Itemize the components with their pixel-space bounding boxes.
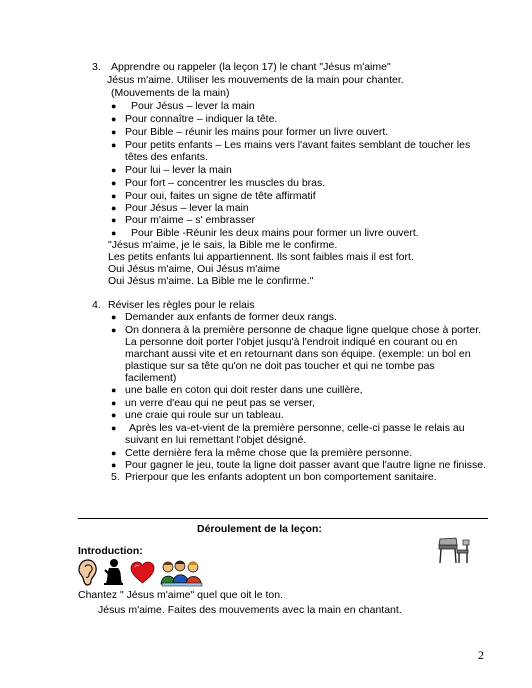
bullet-icon: ● — [111, 165, 117, 175]
step-3-bullet: Pour Jésus – lever la main — [125, 202, 249, 214]
children-group-icon — [160, 560, 204, 587]
step-4-bullet: On donnera à la première personne de chaque ligne quelque chose à porter. — [125, 324, 482, 336]
step-4-bullet: Demander aux enfants de former deux rangs. — [125, 311, 337, 323]
page-number: 2 — [478, 648, 484, 662]
step-3-bullet: Pour oui, faites un signe de tête affirmatif — [125, 190, 316, 202]
step-4-bullet-continuation: facilement) — [125, 372, 177, 384]
step-3-bullet-continuation: têtes des enfants. — [125, 151, 208, 163]
school-desk-icon — [436, 536, 472, 566]
praying-person-icon — [101, 558, 126, 586]
bullet-icon: ● — [111, 228, 117, 238]
song-line: Les petits enfants lui appartiennent. Ils sont faibles mais il est fort. — [108, 251, 414, 263]
chant-instruction-line1: Chantez " Jésus m'aime" quel que oit le ton. — [78, 589, 283, 601]
step-4-bullet-continuation: marchant aussi vite et en retournant dans son équipe. (exemple: un bol en — [125, 348, 471, 360]
step-3-bullet: Pour lui – lever la main — [125, 164, 232, 176]
bullet-icon: ● — [111, 423, 117, 433]
lesson-title: Déroulement de la leçon: — [197, 523, 322, 535]
bullet-icon: ● — [111, 325, 117, 335]
step-3-bullet: Pour Jésus – lever la main — [131, 100, 255, 112]
step-3-number: 3. — [92, 61, 101, 73]
step-3-line3: (Mouvements de la main) — [111, 87, 230, 99]
bullet-icon: ● — [111, 460, 117, 470]
step-3-bullet: Pour petits enfants – Les mains vers l'avant faites semblant de toucher les — [125, 139, 471, 151]
step-3-bullet: Pour Bible -Réunir les deux mains pour former un livre ouvert. — [131, 227, 419, 239]
song-line: Oui Jésus m'aime. La Bible me le confirme." — [108, 275, 314, 287]
bullet-icon: ● — [111, 448, 117, 458]
bullet-icon: ● — [111, 178, 117, 188]
step-4-bullet: une balle en coton qui doit rester dans une cuillère, — [125, 384, 363, 396]
step-4-heading: Réviser les règles pour le relais — [108, 299, 255, 311]
bullet-icon: ● — [111, 312, 117, 322]
bullet-icon: ● — [111, 140, 117, 150]
step-3-line2: Jésus m'aime. Utiliser les mouvements de la main pour chanter. — [107, 74, 404, 86]
chant-instruction-line2: Jésus m'aime. Faites des mouvements avec la main en chantant. — [98, 604, 402, 616]
step-3-heading: Apprendre ou rappeler (la leçon 17) le chant "Jésus m'aime" — [111, 61, 391, 73]
heart-icon — [130, 561, 155, 585]
step-4-bullet: Cette dernière fera la même chose que la première personne. — [125, 447, 413, 459]
ear-icon — [77, 559, 99, 586]
step-4-bullet: Pour gagner le jeu, toute la ligne doit passer avant que l'autre ligne ne finisse. — [125, 459, 486, 471]
step-4-bullet: Après les va-et-vient de la première personne, celle-ci passe le relais au — [129, 422, 465, 434]
bullet-icon: ● — [111, 410, 117, 420]
step-4-bullet-continuation: plastique sur sa tête qu'on ne doit pas toucher et qui ne tombe pas — [125, 360, 435, 372]
bullet-icon: ● — [111, 191, 117, 201]
step-5-text: Prierpour que les enfants adoptent un bon comportement sanitaire. — [125, 471, 437, 483]
bullet-icon: ● — [111, 215, 117, 225]
bullet-icon: ● — [111, 127, 117, 137]
step-4-bullet: une craie qui roule sur un tableau. — [125, 409, 284, 421]
step-5-number: 5. — [111, 471, 120, 483]
step-4-bullet-continuation: suivant en lui remettant l'objet désigné. — [125, 434, 307, 446]
step-3-bullet: Pour m'aime – s' embrasser — [125, 214, 256, 226]
step-3-bullet: Pour Bible – réunir les mains pour former un livre ouvert. — [125, 126, 389, 138]
song-line: "Jésus m'aime, je le sais, la Bible me le confirme. — [108, 239, 338, 251]
introduction-label: Introduction: — [78, 545, 143, 557]
step-3-bullet: Pour connaître – indiquer la tête. — [125, 113, 278, 125]
bullet-icon: ● — [111, 203, 117, 213]
step-4-bullet-continuation: La personne doit porter l'objet jusqu'à l'endroit indiqué en courant ou en — [125, 336, 458, 348]
song-line: Oui Jésus m'aime, Oui Jésus m'aime — [108, 263, 281, 275]
bullet-icon: ● — [111, 114, 117, 124]
step-4-number: 4. — [92, 299, 101, 311]
step-4-bullet: un verre d'eau qui ne peut pas se verser, — [125, 397, 315, 409]
bullet-icon: ● — [111, 385, 117, 395]
step-3-bullet: Pour fort – concentrer les muscles du bras. — [125, 177, 326, 189]
section-divider — [78, 518, 488, 519]
bullet-icon: ● — [111, 398, 117, 408]
bullet-icon: ● — [111, 101, 117, 111]
